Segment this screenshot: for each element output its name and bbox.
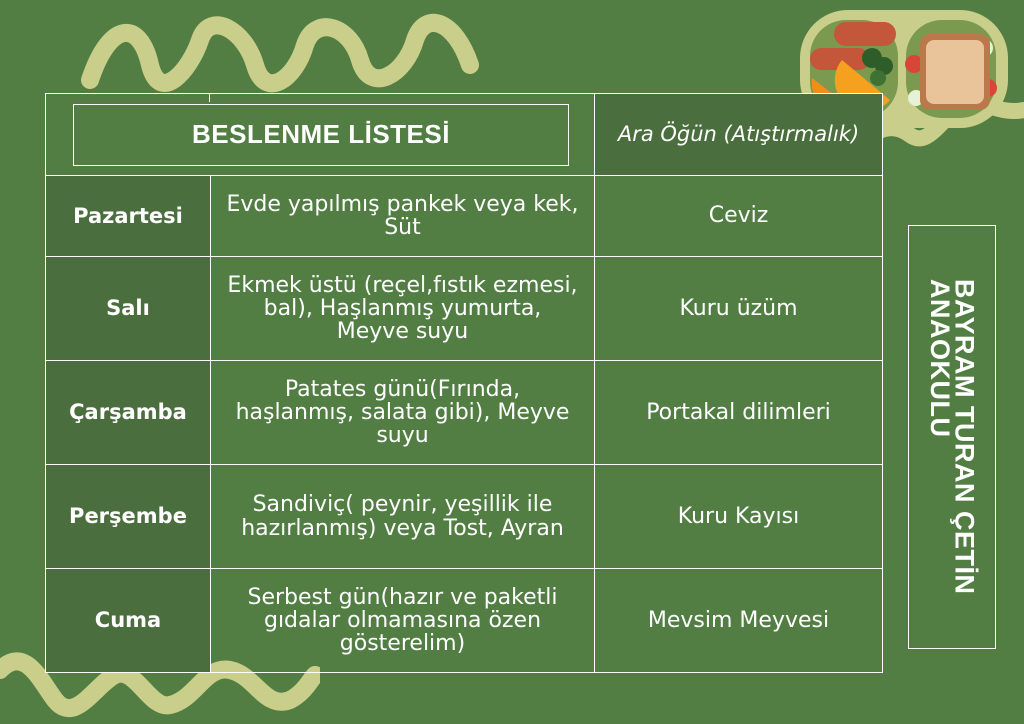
table-row [46,361,883,465]
table-row [46,465,883,569]
table-row [46,176,883,257]
day-cell: Salı [46,257,211,361]
table-row [46,257,883,361]
snack-cell: Mevsim Meyvesi [595,569,883,673]
snack-cell: Kuru üzüm [595,257,883,361]
meal-cell: Serbest gün(hazır ve paketli gıdalar olmamasına özen gösterelim) [211,569,595,673]
snack-cell: Ceviz [595,176,883,257]
day-cell: Cuma [46,569,211,673]
table-header-row [46,94,883,176]
nutrition-table [45,93,883,673]
snack-cell: Portakal dilimleri [595,361,883,465]
table-row [46,569,883,673]
snack-column-header: Ara Öğün (Atıştırmalık) [595,94,883,176]
title-divider [209,94,210,102]
meal-cell: Sandiviç( peynir, yeşillik ile hazırlanmış) veya Tost, Ayran [211,465,595,569]
day-cell: Çarşamba [46,361,211,465]
title-cell [46,94,595,176]
meal-cell: Ekmek üstü (reçel,fıstık ezmesi, bal), Haşlanmış yumurta, Meyve suyu [211,257,595,361]
snack-cell: Kuru Kayısı [595,465,883,569]
day-cell: Pazartesi [46,176,211,257]
day-cell: Perşembe [46,465,211,569]
meal-cell: Evde yapılmış pankek veya kek, Süt [211,176,595,257]
school-name: BAYRAM TURAN ÇETİN ANAOKULU [925,279,980,595]
meal-cell: Patates günü(Fırında, haşlanmış, salata gibi), Meyve suyu [211,361,595,465]
page-title: BESLENME LİSTESİ [73,104,569,166]
school-name-box [908,225,996,649]
